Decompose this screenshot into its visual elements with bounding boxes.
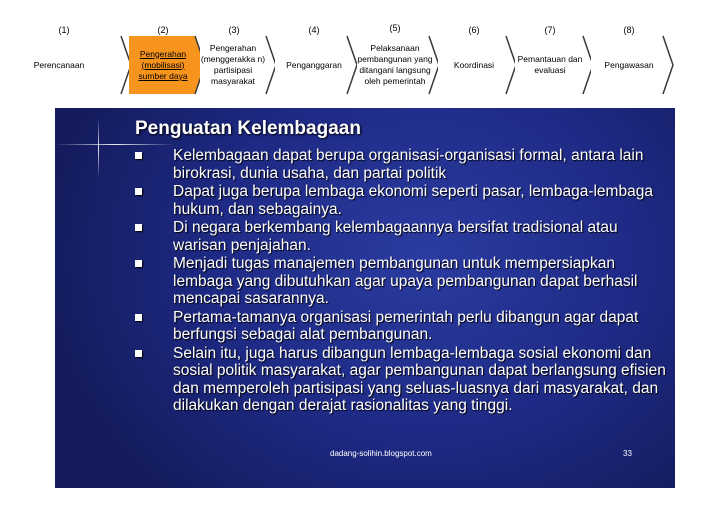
flow-step-6 bbox=[438, 23, 510, 108]
bullet-item bbox=[127, 255, 667, 308]
bullet-item bbox=[127, 309, 667, 344]
square-bullet-icon bbox=[135, 188, 142, 195]
flow-step-label: Koordinasi bbox=[453, 59, 495, 70]
bullet-item bbox=[127, 147, 667, 182]
flow-step-8 bbox=[591, 23, 667, 108]
bullet-item bbox=[127, 345, 667, 415]
flow-step-number: (4) bbox=[308, 25, 320, 35]
flow-step-4 bbox=[275, 23, 353, 108]
bullet-text: Kelembagaan dapat berupa organisasi-organisasi formal, antara lain birokrasi, dunia usaha, dan partai politik bbox=[173, 147, 644, 182]
bullet-item bbox=[127, 219, 667, 254]
flow-step-number: (7) bbox=[544, 25, 556, 35]
square-bullet-icon bbox=[135, 350, 142, 357]
flow-step-label: Perencanaan bbox=[33, 59, 85, 70]
flow-step-chevron bbox=[515, 36, 585, 94]
flow-step-chevron bbox=[275, 36, 353, 94]
flow-step-number: (6) bbox=[468, 25, 480, 35]
sparkle-decoration-vertical bbox=[98, 118, 99, 178]
flow-step-1 bbox=[33, 23, 125, 108]
flow-step-chevron bbox=[33, 36, 125, 94]
flow-step-3 bbox=[200, 23, 268, 108]
square-bullet-icon bbox=[135, 152, 142, 159]
flow-step-label: Penganggaran bbox=[286, 59, 342, 70]
bullet-text: Menjadi tugas manajemen pembangunan untuk mempersiapkan lembaga yang dibutuhkan agar upaya pembangunan dapat berhasil mencapai sasarannya. bbox=[173, 255, 638, 307]
flow-step-label: Pemantauan dan evaluasi bbox=[517, 54, 583, 75]
flow-step-label: Pengawasan bbox=[604, 59, 654, 70]
flow-step-number: (8) bbox=[623, 25, 635, 35]
flow-step-number: (1) bbox=[58, 25, 70, 35]
slide bbox=[33, 23, 675, 488]
flow-step-number: (5) bbox=[389, 23, 401, 33]
sparkle-decoration bbox=[55, 144, 175, 145]
bullet-text: Pertama-tamanya organisasi pemerintah perlu dibangun agar dapat berfungsi sebagai alat pembangunan. bbox=[173, 308, 639, 343]
footer-source: dadang-solihin.blogspot.com bbox=[330, 449, 432, 458]
flow-step-chevron bbox=[438, 36, 510, 94]
flow-step-label: Pengerahan (mobilisasi) sumber daya bbox=[138, 48, 188, 81]
flow-step-5 bbox=[357, 23, 433, 108]
bullet-text: Dapat juga berupa lembaga ekonomi seperti pasar, lembaga-lembaga hukum, dan sebagainya. bbox=[173, 183, 653, 218]
bullet-text: Di negara berkembang kelembagaannya bersifat tradisional atau warisan penjajahan. bbox=[173, 219, 618, 254]
square-bullet-icon bbox=[135, 224, 142, 231]
square-bullet-icon bbox=[135, 260, 142, 267]
flow-step-label: Pengerahan (menggerakka n) partisipasi masyarakat bbox=[200, 43, 266, 86]
flow-step-7 bbox=[515, 23, 585, 108]
bullet-list bbox=[127, 147, 667, 416]
flow-step-chevron bbox=[357, 36, 433, 94]
page-number: 33 bbox=[623, 449, 632, 458]
flow-step-number: (3) bbox=[228, 25, 240, 35]
flow-step-chevron bbox=[200, 36, 268, 94]
flow-step-number: (2) bbox=[157, 25, 169, 35]
bullet-text: Selain itu, juga harus dibangun lembaga-lembaga sosial ekonomi dan sosial politik masyarakat, agar pembangunan dapat berlangsung efisien dan memperoleh partisipasi yang seluas-luasnya dari masyarakat, dan dilakukan dengan derajat rasionalitas yang tinggi. bbox=[173, 344, 666, 414]
flow-step-2 bbox=[129, 23, 197, 108]
process-flow bbox=[33, 23, 675, 108]
flow-step-chevron bbox=[591, 36, 667, 94]
slide-title: Penguatan Kelembagaan bbox=[135, 118, 361, 139]
flow-step-chevron bbox=[129, 36, 197, 94]
square-bullet-icon bbox=[135, 314, 142, 321]
flow-step-label: Pelaksanaan pembangunan yang ditangani langsung oleh pemerintah bbox=[357, 43, 433, 86]
bullet-item bbox=[127, 183, 667, 218]
